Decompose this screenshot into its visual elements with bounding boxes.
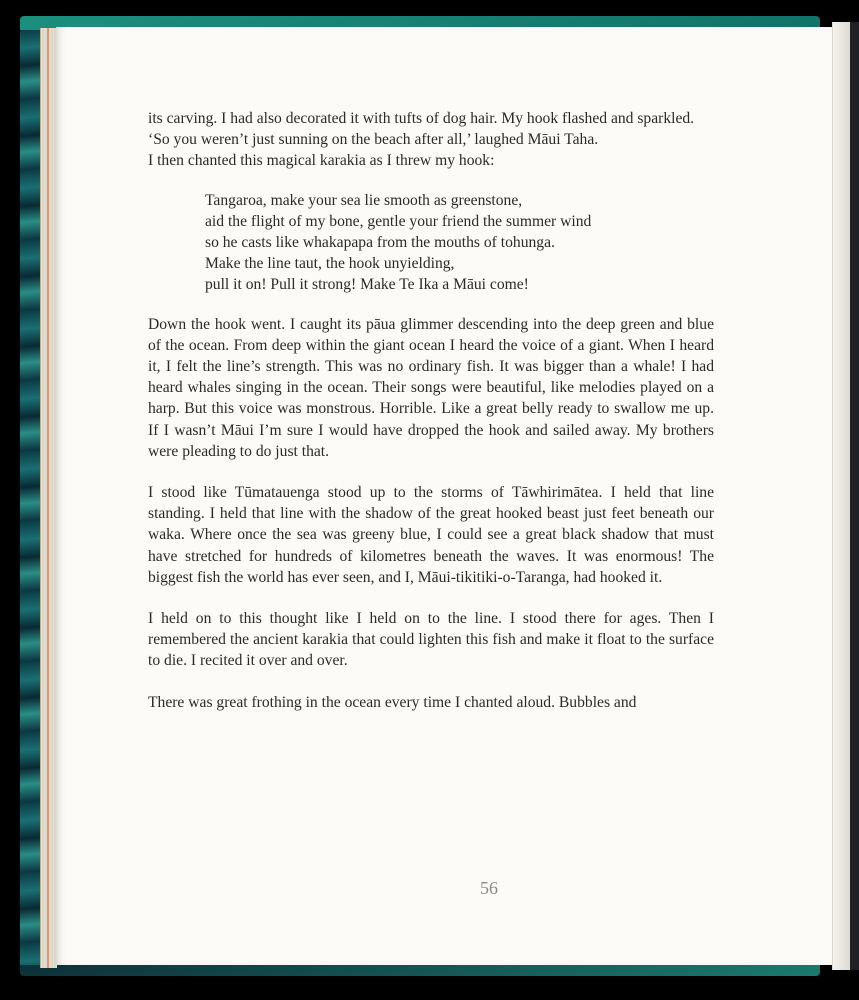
verse-line: so he casts like whakapapa from the mouths of tohunga. xyxy=(205,234,555,252)
page-number: 56 xyxy=(480,878,498,898)
verse-line: aid the flight of my bone, gentle your friend the summer wind xyxy=(205,212,592,230)
opening-lines xyxy=(148,108,714,172)
karakia-verse xyxy=(205,190,714,296)
page-edge-tint xyxy=(47,28,49,968)
verse-line: Make the line taut, the hook unyielding, xyxy=(205,255,455,273)
cover-illustration-strip xyxy=(20,30,42,965)
paragraph: I stood like Tūmatauenga stood up to the storms of Tāwhirimātea. I held that line standing. I held that line with the shadow of the great hooked beast just feet beneath our waka. Where once the sea was greeny blue, I could see a great black shadow that must have stretched for hundreds of kilometres beneath the waves. It was enormous! The biggest fish the world has ever seen, and I, Māui-tikitiki-o-Taranga, had hooked it. xyxy=(148,484,714,586)
page-text xyxy=(148,108,714,713)
text-line: ‘So you weren’t just sunning on the beach after all,’ laughed Māui Taha. xyxy=(148,131,599,149)
paragraph: There was great frothing in the ocean every time I chanted aloud. Bubbles and xyxy=(148,693,637,711)
text-line: its carving. I had also decorated it with tufts of dog hair. My hook flashed and sparkled. xyxy=(148,110,695,127)
verse-line: Tangaroa, make your sea lie smooth as greenstone, xyxy=(205,191,523,209)
paragraph: Down the hook went. I caught its pāua glimmer descending into the deep green and blue of the ocean. From deep within the giant ocean I heard the voice of a giant. When I heard it, I felt the line’s strength. This was no ordinary fish. It was bigger than a whale! I had heard whales singing in the ocean. Their songs were beautiful, like melodies played on a harp. But this voice was monstrous. Horrible. Like a great belly ready to swallow me up. If I wasn’t Māui I’m sure I would have dropped the hook and sailed away. My brothers were pleading to do just that. xyxy=(148,315,714,460)
paragraph: I held on to this thought like I held on to the line. I stood there for ages. Then I remembered the ancient karakia that could lighten this fish and make it float to the surface to die. I recited it over and over. xyxy=(148,610,714,670)
text-line: I then chanted this magical karakia as I threw my hook: xyxy=(148,152,495,170)
verse-line: pull it on! Pull it strong! Make Te Ika a Māui come! xyxy=(205,276,529,294)
scanner-shadow xyxy=(850,22,859,970)
